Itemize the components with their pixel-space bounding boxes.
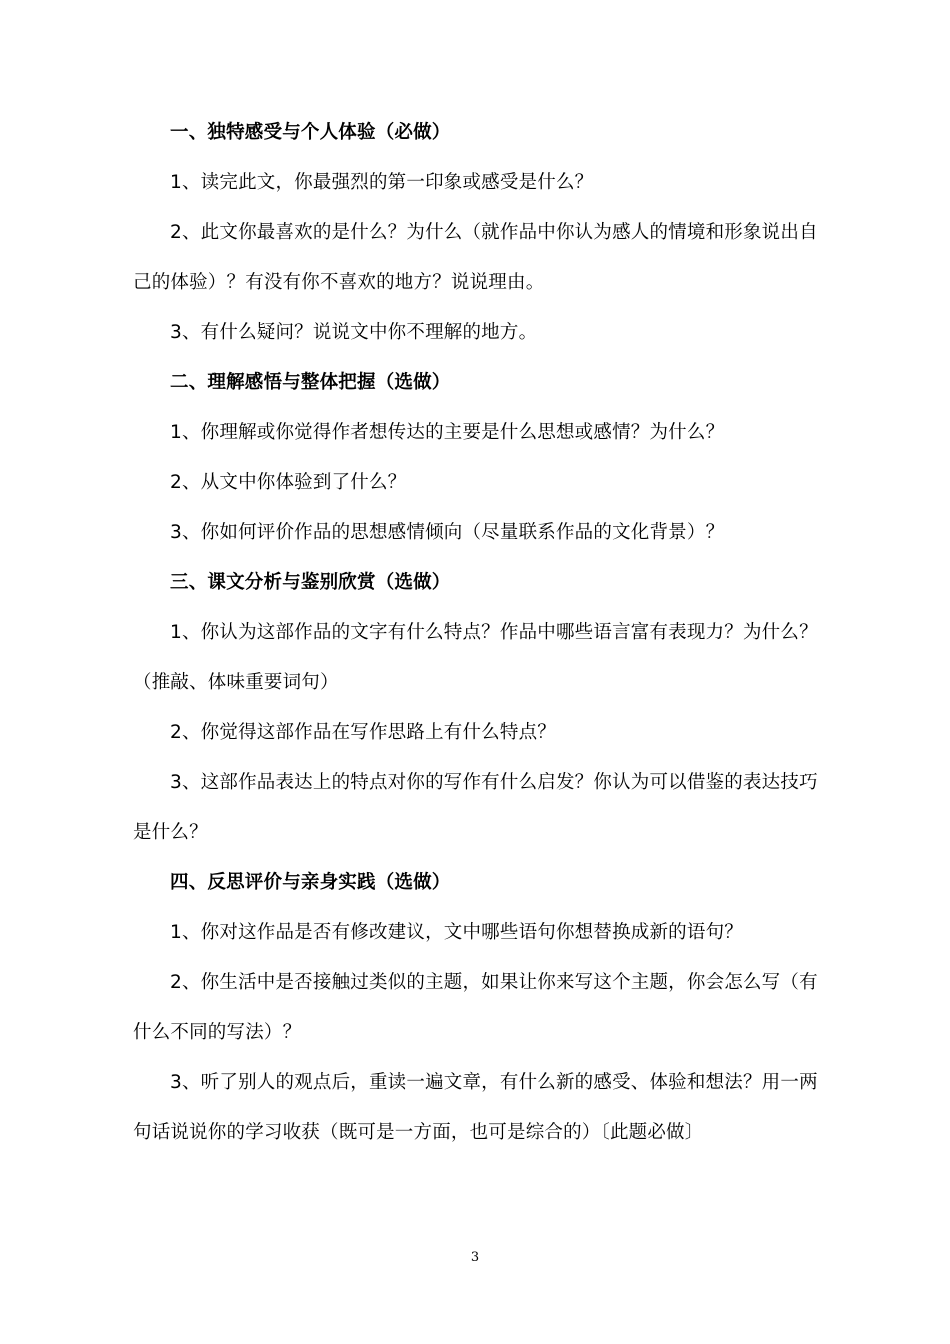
section-heading-2: 二、理解感悟与整体把握（选做）: [170, 372, 451, 393]
question-4-2-continued: 什么不同的写法）？: [133, 1022, 302, 1043]
question-3-3-continued: 是什么？: [133, 822, 208, 843]
question-3-1: 1、你认为这部作品的文字有什么特点？作品中哪些语言富有表现力？为什么？: [170, 622, 818, 643]
question-4-3: 3、听了别人的观点后，重读一遍文章，有什么新的感受、体验和想法？用一两: [170, 1072, 818, 1093]
question-3-3: 3、这部作品表达上的特点对你的写作有什么启发？你认为可以借鉴的表达技巧: [170, 772, 818, 793]
question-3-1-continued: （推敲、体味重要词句）: [133, 672, 339, 693]
question-2-1: 1、你理解或你觉得作者想传达的主要是什么思想或感情？为什么？: [170, 422, 725, 443]
question-4-3-continued: 句话说说你的学习收获（既可是一方面，也可是综合的）〔此题必做〕: [133, 1122, 704, 1143]
section-heading-1: 一、独特感受与个人体验（必做）: [170, 122, 451, 143]
question-3-2: 2、你觉得这部作品在写作思路上有什么特点？: [170, 722, 556, 743]
question-2-3: 3、你如何评价作品的思想感情倾向（尽量联系作品的文化背景）？: [170, 522, 725, 543]
question-2-2: 2、从文中你体验到了什么？: [170, 472, 407, 493]
page-number: 3: [470, 1250, 480, 1265]
question-4-2: 2、你生活中是否接触过类似的主题，如果让你来写这个主题，你会怎么写（有: [170, 972, 818, 993]
question-1-2: 2、此文你最喜欢的是什么？为什么（就作品中你认为感人的情境和形象说出自: [170, 222, 818, 243]
document-body: [133, 108, 838, 1158]
question-1-2-continued: 己的体验）？有没有你不喜欢的地方？说说理由。: [133, 272, 545, 293]
section-heading-3: 三、课文分析与鉴别欣赏（选做）: [170, 572, 451, 593]
section-heading-4: 四、反思评价与亲身实践（选做）: [170, 872, 451, 893]
question-1-3: 3、有什么疑问？说说文中你不理解的地方。: [170, 322, 538, 343]
question-1-1: 1、读完此文，你最强烈的第一印象或感受是什么？: [170, 172, 594, 193]
question-4-1: 1、你对这作品是否有修改建议，文中哪些语句你想替换成新的语句？: [170, 922, 743, 943]
